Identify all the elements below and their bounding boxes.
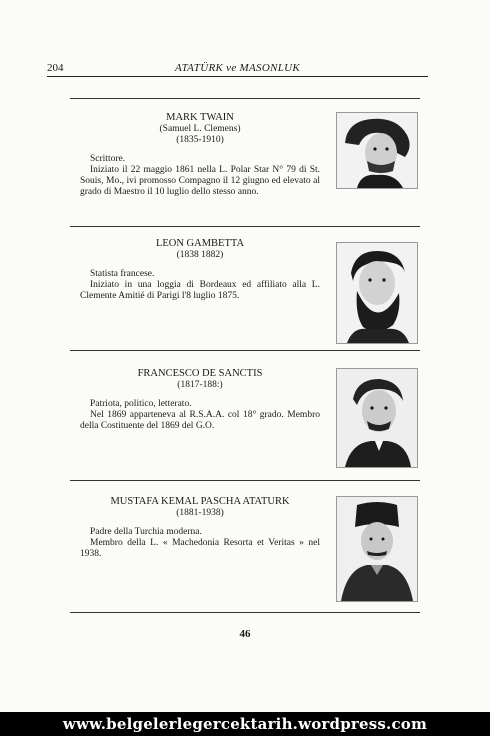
header-divider (47, 76, 428, 77)
page-header (47, 58, 428, 78)
entry-bio: Nel 1869 apparteneva al R.S.A.A. col 18° grado. Membro della Costituente del 1869 del G.O. (80, 410, 320, 431)
entry-name: LEON GAMBETTA (155, 238, 245, 249)
entry-divider (70, 98, 420, 99)
portrait-image (336, 496, 418, 602)
entry-role: Padre della Turchia moderna. (90, 527, 202, 537)
header-page-number: 204 (47, 62, 64, 74)
entry-bio: Iniziato in una loggia di Bordeaux ed affiliato alla L. Clemente Amitié di Parigi l'8 luglio 1875. (80, 280, 320, 301)
entry-name: MUSTAFA KEMAL PASCHA ATATURK (110, 496, 290, 507)
portrait-image (336, 242, 418, 344)
entry-dates: (1838 1882) (176, 250, 224, 260)
header-title: ATATÜRK ve MASONLUK (174, 62, 301, 74)
entry-role: Patriota, politico, letterato. (90, 399, 192, 409)
entry-bio: Iniziato il 22 maggio 1861 nella L. Polar Star N° 79 di St. Souis, Mo., ivi promosso Compagno il 12 giugno ed elevato al grado di Maestro il 10 luglio dello stesso anno. (80, 165, 320, 197)
entry-bio: Membro della L. « Machedonia Resorta et Veritas » nel 1938. (80, 538, 320, 559)
entry-dates: (1817-188:) (177, 380, 223, 390)
entry-divider (70, 350, 420, 351)
portrait-image (336, 368, 418, 468)
entry-divider (70, 480, 420, 481)
entry-dates: (1881-1938) (176, 508, 224, 518)
entry-name: MARK TWAIN (166, 112, 234, 123)
portrait-image (336, 112, 418, 189)
entry-role: Statista francese. (90, 269, 155, 279)
page-bottom-divider (70, 612, 420, 613)
website-watermark[interactable]: www.belgelerlegercektarih.wordpress.com (0, 712, 490, 736)
entry-name: FRANCESCO DE SANCTIS (137, 368, 263, 379)
entry-divider (70, 226, 420, 227)
entry-alias: (Samuel L. Clemens) (159, 124, 241, 134)
footer-page-number: 46 (239, 628, 251, 640)
entry-role: Scrittore. (90, 154, 126, 164)
entry-dates: (1835-1910) (176, 135, 224, 145)
